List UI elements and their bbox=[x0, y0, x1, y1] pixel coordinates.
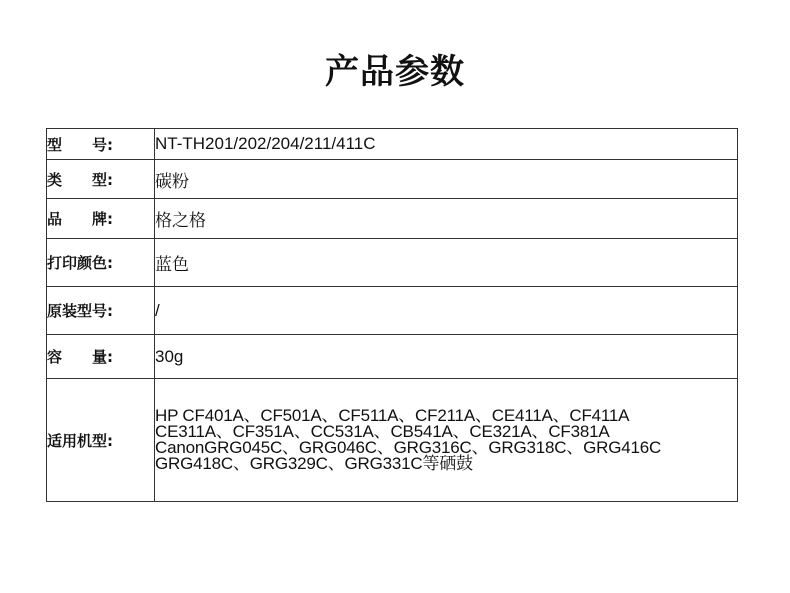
spec-row-color bbox=[47, 239, 738, 287]
spec-row-model bbox=[47, 129, 738, 160]
spec-row-original-model bbox=[47, 287, 738, 335]
compatible-line: CE311A、CF351A、CC531A、CB541A、CE321A、CF381A bbox=[155, 422, 610, 441]
spec-label-brand: 品 牌: bbox=[47, 199, 155, 239]
spec-row-type bbox=[47, 160, 738, 199]
spec-value-color: 蓝色 bbox=[155, 239, 738, 287]
spec-row-compatible-models bbox=[47, 379, 738, 502]
compatible-line: HP CF401A、CF501A、CF511A、CF211A、CE411A、CF411A bbox=[155, 406, 630, 425]
spec-label-type: 类 型: bbox=[47, 160, 155, 199]
spec-label-capacity: 容 量: bbox=[47, 335, 155, 379]
spec-value-capacity: 30g bbox=[155, 335, 738, 379]
spec-value-compatible-models bbox=[155, 379, 738, 502]
spec-table bbox=[46, 128, 738, 502]
spec-label-compatible-models: 适用机型: bbox=[47, 379, 155, 502]
spec-row-brand bbox=[47, 199, 738, 239]
spec-label-color: 打印颜色: bbox=[47, 239, 155, 287]
spec-value-type: 碳粉 bbox=[155, 160, 738, 199]
compatible-line: GRG418C、GRG329C、GRG331C等硒鼓 bbox=[155, 454, 473, 473]
compatible-line: CanonGRG045C、GRG046C、GRG316C、GRG318C、GRG416C bbox=[155, 438, 662, 457]
spec-value-brand: 格之格 bbox=[155, 199, 738, 239]
page-title: 产品参数 bbox=[325, 52, 465, 92]
spec-value-model: NT-TH201/202/204/211/411C bbox=[155, 129, 738, 160]
spec-value-original-model: / bbox=[155, 287, 738, 335]
spec-label-model: 型 号: bbox=[47, 129, 155, 160]
spec-label-original-model: 原装型号: bbox=[47, 287, 155, 335]
spec-row-capacity bbox=[47, 335, 738, 379]
